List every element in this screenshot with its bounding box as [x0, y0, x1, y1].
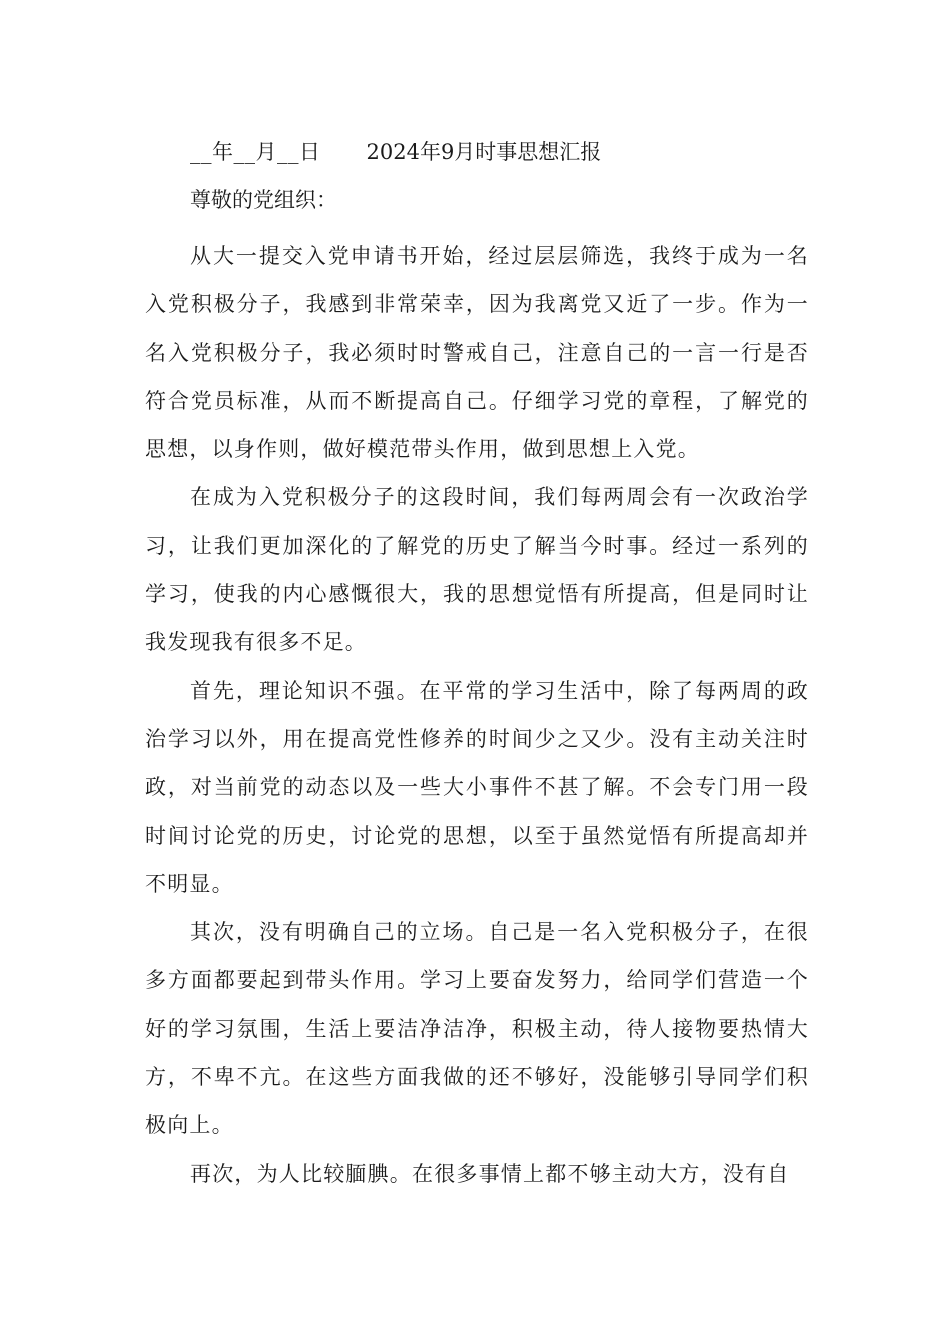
paragraph-2: 在成为入党积极分子的这段时间，我们每两周会有一次政治学习，让我们更加深化的了解党的历史了解当今时事。经过一系列的学习，使我的内心感慨很大，我的思想觉悟有所提高，但是同时让我发现我有很多不足。 [145, 485, 809, 655]
date-blank: __年__月__日 [190, 140, 321, 164]
paragraph-4: 其次，没有明确自己的立场。自己是一名入党积极分子，在很多方面都要起到带头作用。学习上要奋发努力，给同学们营造一个好的学习氛围，生活上要洁净洁净，积极主动，待人接物要热情大方，不卑不亢。在这些方面我做的还不够好，没能够引导同学们积极向上。 [145, 920, 809, 1138]
paragraph-5: 再次，为人比较腼腆。在很多事情上都不够主动大方，没有自 [190, 1161, 790, 1186]
paragraph-3: 首先，理论知识不强。在平常的学习生活中，除了每两周的政治学习以外，用在提高党性修养的时间少之又少。没有主动关注时政，对当前党的动态以及一些大小事件不甚了解。不会专门用一段时间讨论党的历史，讨论党的思想，以至于虽然觉悟有所提高却并不明显。 [145, 678, 809, 896]
salutation: 尊敬的党组织： [190, 188, 337, 212]
report-header [190, 136, 601, 168]
paragraph-1: 从大一提交入党申请书开始，经过层层筛选，我终于成为一名入党积极分子，我感到非常荣幸，因为我离党又近了一步。作为一名入党积极分子，我必须时时警戒自己，注意自己的一言一行是否符合党员标准，从而不断提高自己。仔细学习党的章程，了解党的思想，以身作则，做好模范带头作用，做到思想上入党。 [145, 244, 809, 462]
report-body [145, 232, 809, 1198]
report-title: 2024年9月时事思想汇报 [366, 140, 602, 164]
